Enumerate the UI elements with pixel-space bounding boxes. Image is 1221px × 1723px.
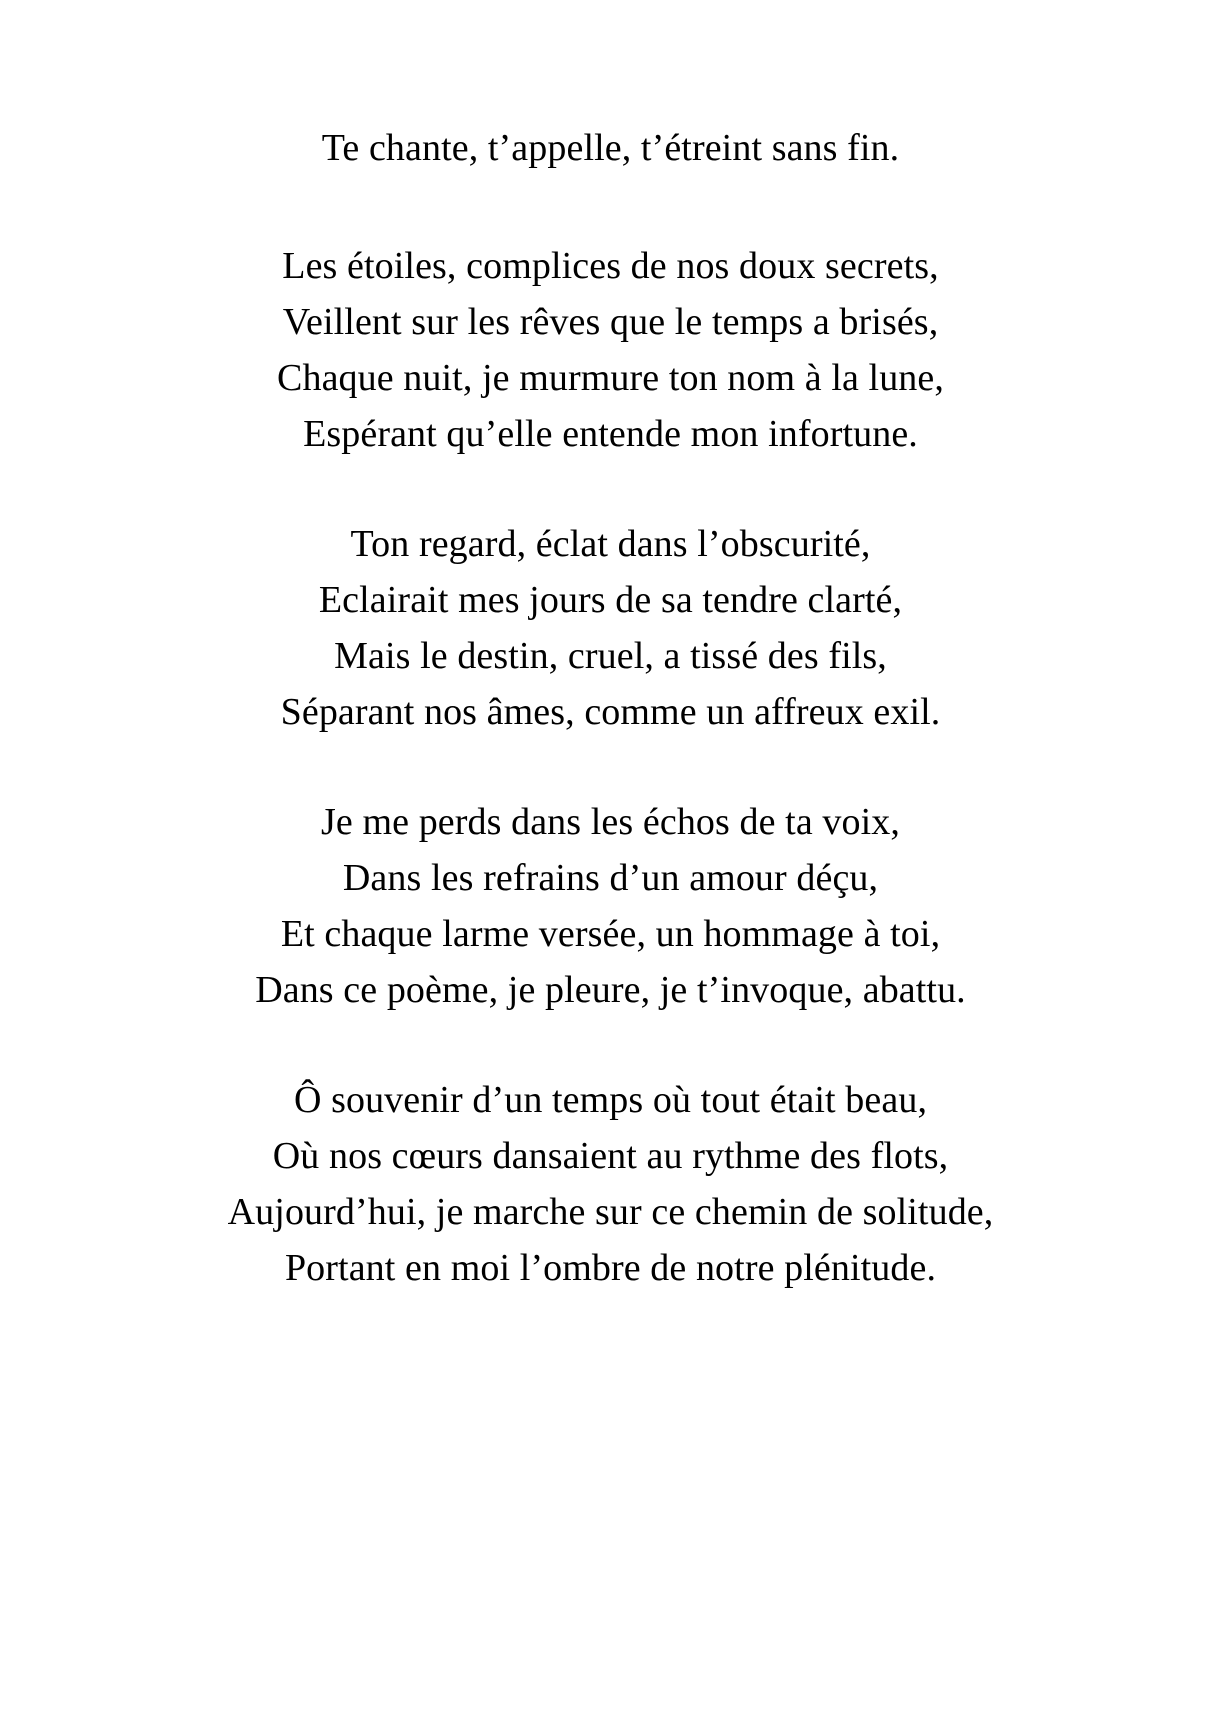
poem-line: Dans les refrains d’un amour déçu,: [342, 857, 879, 899]
poem-body: [70, 120, 1151, 1296]
poem-stanza: [70, 238, 1151, 462]
poem-line: Mais le destin, cruel, a tissé des fils,: [334, 635, 887, 677]
poem-line: Portant en moi l’ombre de notre plénitude.: [284, 1247, 937, 1289]
poem-line: Les étoiles, complices de nos doux secrets,: [282, 245, 939, 287]
poem-line: Séparant nos âmes, comme un affreux exil.: [280, 691, 941, 733]
poem-line: Veillent sur les rêves que le temps a brisés,: [282, 301, 939, 343]
poem-line: Eclairait mes jours de sa tendre clarté,: [318, 579, 903, 621]
poem-line: Espérant qu’elle entende mon infortune.: [303, 413, 918, 455]
poem-line: Et chaque larme versée, un hommage à toi,: [280, 913, 941, 955]
poem-line: Où nos cœurs dansaient au rythme des flots,: [272, 1135, 949, 1177]
poem-stanza: [70, 794, 1151, 1018]
poem-line: Ton regard, éclat dans l’obscurité,: [350, 523, 871, 565]
poem-stanza: [70, 516, 1151, 740]
poem-line: Ô souvenir d’un temps où tout était beau,: [293, 1079, 928, 1121]
poem-line: Je me perds dans les échos de ta voix,: [321, 801, 900, 843]
poem-line: Dans ce poème, je pleure, je t’invoque, abattu.: [255, 969, 966, 1011]
poem-line: Aujourd’hui, je marche sur ce chemin de solitude,: [227, 1191, 994, 1233]
poem-stanza: [70, 120, 1151, 176]
poem-stanza: [70, 1072, 1151, 1296]
poem-line: Chaque nuit, je murmure ton nom à la lune,: [277, 357, 944, 399]
poem-line: Te chante, t’appelle, t’étreint sans fin.: [321, 127, 900, 169]
